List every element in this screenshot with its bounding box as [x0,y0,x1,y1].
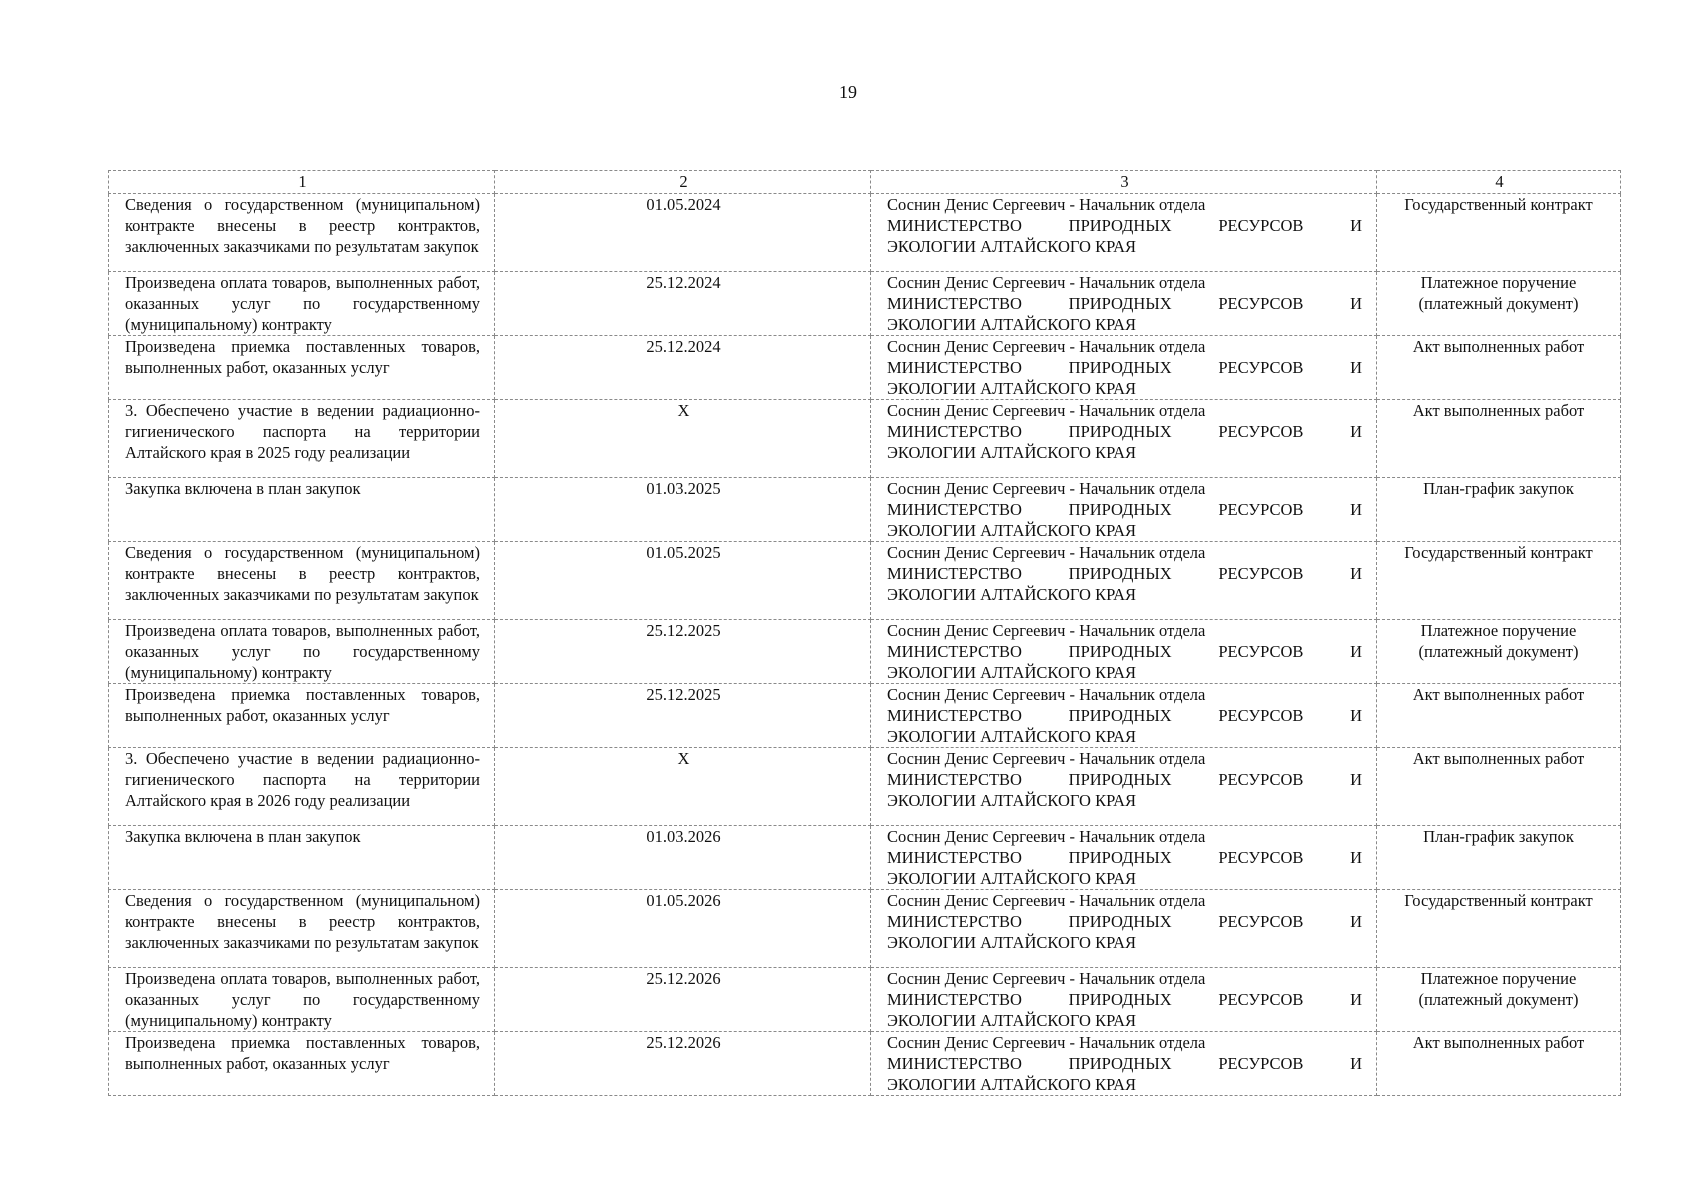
date-cell: 01.03.2026 [495,826,871,890]
table-row [109,748,1621,826]
responsible-org-word: РЕСУРСОВ [1218,990,1304,1009]
responsible-org-line [887,563,1362,584]
table-row [109,890,1621,968]
event-cell: Сведения о государственном (муниципальном) контракте внесены в реестр контрактов, заключенных заказчиками по результатам закупок [109,542,495,620]
responsible-org-word: ПРИРОДНЫХ [1068,642,1172,661]
document-cell: Акт выполненных работ [1377,1032,1621,1096]
responsible-org-word: МИНИСТЕРСТВО [887,706,1022,725]
responsible-org-last: ЭКОЛОГИИ АЛТАЙСКОГО КРАЯ [887,443,1137,462]
table-row [109,336,1621,400]
responsible-org-word: МИНИСТЕРСТВО [887,770,1022,789]
responsible-org-word: МИНИСТЕРСТВО [887,642,1022,661]
document-cell: Государственный контракт [1377,194,1621,272]
responsible-org-line [887,1053,1362,1074]
header-cell-4: 4 [1377,171,1621,194]
responsible-cell [871,400,1377,478]
events-table-body [109,171,1621,1096]
responsible-cell [871,890,1377,968]
responsible-org-word: РЕСУРСОВ [1218,706,1304,725]
responsible-org-word: И [1350,358,1362,377]
responsible-org-word: ПРИРОДНЫХ [1068,848,1172,867]
responsible-org-word: РЕСУРСОВ [1218,358,1304,377]
responsible-org-line [887,989,1362,1010]
header-cell-3: 3 [871,171,1377,194]
table-row [109,1032,1621,1096]
responsible-org-word: ПРИРОДНЫХ [1068,358,1172,377]
document-cell: Акт выполненных работ [1377,684,1621,748]
document-cell: Государственный контракт [1377,542,1621,620]
responsible-org-last: ЭКОЛОГИИ АЛТАЙСКОГО КРАЯ [887,869,1137,888]
event-cell: Сведения о государственном (муниципальном) контракте внесены в реестр контрактов, заключенных заказчиками по результатам закупок [109,890,495,968]
responsible-org-word: И [1350,990,1362,1009]
responsible-org-word: МИНИСТЕРСТВО [887,1054,1022,1073]
responsible-name: Соснин Денис Сергеевич - Начальник отдела [887,195,1206,214]
event-cell: 3. Обеспечено участие в ведении радиационно-гигиенического паспорта на территории Алтайского края в 2026 году реализации [109,748,495,826]
date-cell: X [495,748,871,826]
date-cell: 25.12.2024 [495,272,871,336]
responsible-org-line [887,911,1362,932]
responsible-org-word: МИНИСТЕРСТВО [887,912,1022,931]
responsible-org-last: ЭКОЛОГИИ АЛТАЙСКОГО КРАЯ [887,791,1137,810]
event-cell: Сведения о государственном (муниципальном) контракте внесены в реестр контрактов, заключенных заказчиками по результатам закупок [109,194,495,272]
responsible-org-word: ПРИРОДНЫХ [1068,564,1172,583]
responsible-org-word: И [1350,422,1362,441]
responsible-org-line [887,769,1362,790]
responsible-org-word: РЕСУРСОВ [1218,642,1304,661]
responsible-org-line [887,499,1362,520]
responsible-name: Соснин Денис Сергеевич - Начальник отдела [887,891,1206,910]
responsible-org-word: РЕСУРСОВ [1218,848,1304,867]
responsible-org-last: ЭКОЛОГИИ АЛТАЙСКОГО КРАЯ [887,1011,1137,1030]
date-cell: 01.05.2026 [495,890,871,968]
table-row [109,400,1621,478]
responsible-org-word: ПРИРОДНЫХ [1068,1054,1172,1073]
responsible-org-line [887,641,1362,662]
responsible-org-last: ЭКОЛОГИИ АЛТАЙСКОГО КРАЯ [887,379,1137,398]
responsible-name: Соснин Денис Сергеевич - Начальник отдела [887,749,1206,768]
responsible-org-word: ПРИРОДНЫХ [1068,770,1172,789]
responsible-name: Соснин Денис Сергеевич - Начальник отдела [887,479,1206,498]
responsible-org-word: ПРИРОДНЫХ [1068,990,1172,1009]
responsible-org-word: РЕСУРСОВ [1218,1054,1304,1073]
date-cell: 25.12.2025 [495,620,871,684]
responsible-org-last: ЭКОЛОГИИ АЛТАЙСКОГО КРАЯ [887,237,1137,256]
responsible-org-word: РЕСУРСОВ [1218,422,1304,441]
table-row [109,826,1621,890]
responsible-org-line [887,357,1362,378]
event-cell: Закупка включена в план закупок [109,478,495,542]
responsible-org-word: ПРИРОДНЫХ [1068,216,1172,235]
date-cell: 01.05.2024 [495,194,871,272]
responsible-name: Соснин Денис Сергеевич - Начальник отдела [887,273,1206,292]
date-cell: 01.05.2025 [495,542,871,620]
responsible-org-word: ПРИРОДНЫХ [1068,912,1172,931]
responsible-org-word: МИНИСТЕРСТВО [887,294,1022,313]
responsible-org-word: РЕСУРСОВ [1218,500,1304,519]
responsible-org-word: РЕСУРСОВ [1218,912,1304,931]
header-cell-2: 2 [495,171,871,194]
responsible-name: Соснин Денис Сергеевич - Начальник отдела [887,685,1206,704]
responsible-cell [871,748,1377,826]
responsible-org-word: ПРИРОДНЫХ [1068,706,1172,725]
document-cell: План-график закупок [1377,478,1621,542]
responsible-org-line [887,215,1362,236]
event-cell: Произведена оплата товаров, выполненных работ, оказанных услуг по государственному (муниципальному) контракту [109,620,495,684]
event-cell: Произведена оплата товаров, выполненных работ, оказанных услуг по государственному (муниципальному) контракту [109,272,495,336]
event-cell: Произведена приемка поставленных товаров, выполненных работ, оказанных услуг [109,336,495,400]
responsible-org-word: И [1350,848,1362,867]
responsible-cell [871,826,1377,890]
table-row [109,272,1621,336]
events-table [108,170,1621,1096]
responsible-org-word: И [1350,1054,1362,1073]
responsible-org-word: МИНИСТЕРСТВО [887,422,1022,441]
responsible-name: Соснин Денис Сергеевич - Начальник отдела [887,337,1206,356]
responsible-org-word: РЕСУРСОВ [1218,564,1304,583]
responsible-org-word: И [1350,770,1362,789]
document-cell: Акт выполненных работ [1377,400,1621,478]
responsible-org-last: ЭКОЛОГИИ АЛТАЙСКОГО КРАЯ [887,933,1137,952]
responsible-org-word: И [1350,216,1362,235]
responsible-org-word: РЕСУРСОВ [1218,294,1304,313]
page-number: 19 [839,82,857,102]
responsible-cell [871,272,1377,336]
responsible-org-line [887,847,1362,868]
document-cell: Акт выполненных работ [1377,748,1621,826]
event-cell: Произведена оплата товаров, выполненных работ, оказанных услуг по государственному (муниципальному) контракту [109,968,495,1032]
table-row [109,968,1621,1032]
responsible-cell [871,194,1377,272]
document-cell: Акт выполненных работ [1377,336,1621,400]
responsible-org-last: ЭКОЛОГИИ АЛТАЙСКОГО КРАЯ [887,521,1137,540]
date-cell: 25.12.2025 [495,684,871,748]
table-row [109,684,1621,748]
responsible-name: Соснин Денис Сергеевич - Начальник отдела [887,1033,1206,1052]
responsible-org-word: ПРИРОДНЫХ [1068,500,1172,519]
responsible-org-last: ЭКОЛОГИИ АЛТАЙСКОГО КРАЯ [887,585,1137,604]
document-cell: План-график закупок [1377,826,1621,890]
responsible-org-word: И [1350,706,1362,725]
table-row [109,542,1621,620]
responsible-org-word: МИНИСТЕРСТВО [887,358,1022,377]
responsible-cell [871,1032,1377,1096]
responsible-name: Соснин Денис Сергеевич - Начальник отдела [887,543,1206,562]
event-cell: Произведена приемка поставленных товаров, выполненных работ, оказанных услуг [109,1032,495,1096]
responsible-org-word: И [1350,642,1362,661]
document-cell: Платежное поручение (платежный документ) [1377,968,1621,1032]
responsible-org-word: МИНИСТЕРСТВО [887,564,1022,583]
event-cell: 3. Обеспечено участие в ведении радиационно-гигиенического паспорта на территории Алтайского края в 2025 году реализации [109,400,495,478]
table-row [109,194,1621,272]
date-cell: 25.12.2026 [495,968,871,1032]
event-cell: Закупка включена в план закупок [109,826,495,890]
event-cell: Произведена приемка поставленных товаров, выполненных работ, оказанных услуг [109,684,495,748]
header-cell-1: 1 [109,171,495,194]
responsible-cell [871,478,1377,542]
responsible-cell [871,336,1377,400]
document-cell: Платежное поручение (платежный документ) [1377,620,1621,684]
responsible-org-word: МИНИСТЕРСТВО [887,848,1022,867]
responsible-cell [871,620,1377,684]
responsible-name: Соснин Денис Сергеевич - Начальник отдела [887,621,1206,640]
responsible-name: Соснин Денис Сергеевич - Начальник отдела [887,969,1206,988]
date-cell: 25.12.2024 [495,336,871,400]
responsible-org-line [887,705,1362,726]
responsible-org-word: МИНИСТЕРСТВО [887,500,1022,519]
document-cell: Платежное поручение (платежный документ) [1377,272,1621,336]
responsible-org-word: ПРИРОДНЫХ [1068,294,1172,313]
table-header-row [109,171,1621,194]
responsible-cell [871,542,1377,620]
date-cell: 01.03.2025 [495,478,871,542]
responsible-org-line [887,293,1362,314]
responsible-org-last: ЭКОЛОГИИ АЛТАЙСКОГО КРАЯ [887,663,1137,682]
responsible-org-word: ПРИРОДНЫХ [1068,422,1172,441]
document-cell: Государственный контракт [1377,890,1621,968]
responsible-org-word: И [1350,500,1362,519]
date-cell: 25.12.2026 [495,1032,871,1096]
responsible-org-word: МИНИСТЕРСТВО [887,216,1022,235]
responsible-org-line [887,421,1362,442]
date-cell: X [495,400,871,478]
responsible-cell [871,684,1377,748]
responsible-org-word: И [1350,564,1362,583]
responsible-cell [871,968,1377,1032]
responsible-name: Соснин Денис Сергеевич - Начальник отдела [887,827,1206,846]
responsible-org-last: ЭКОЛОГИИ АЛТАЙСКОГО КРАЯ [887,315,1137,334]
responsible-org-word: И [1350,294,1362,313]
responsible-org-last: ЭКОЛОГИИ АЛТАЙСКОГО КРАЯ [887,1075,1137,1094]
responsible-org-word: РЕСУРСОВ [1218,770,1304,789]
responsible-org-word: РЕСУРСОВ [1218,216,1304,235]
responsible-name: Соснин Денис Сергеевич - Начальник отдела [887,401,1206,420]
responsible-org-word: МИНИСТЕРСТВО [887,990,1022,1009]
table-row [109,478,1621,542]
table-row [109,620,1621,684]
responsible-org-word: И [1350,912,1362,931]
responsible-org-last: ЭКОЛОГИИ АЛТАЙСКОГО КРАЯ [887,727,1137,746]
